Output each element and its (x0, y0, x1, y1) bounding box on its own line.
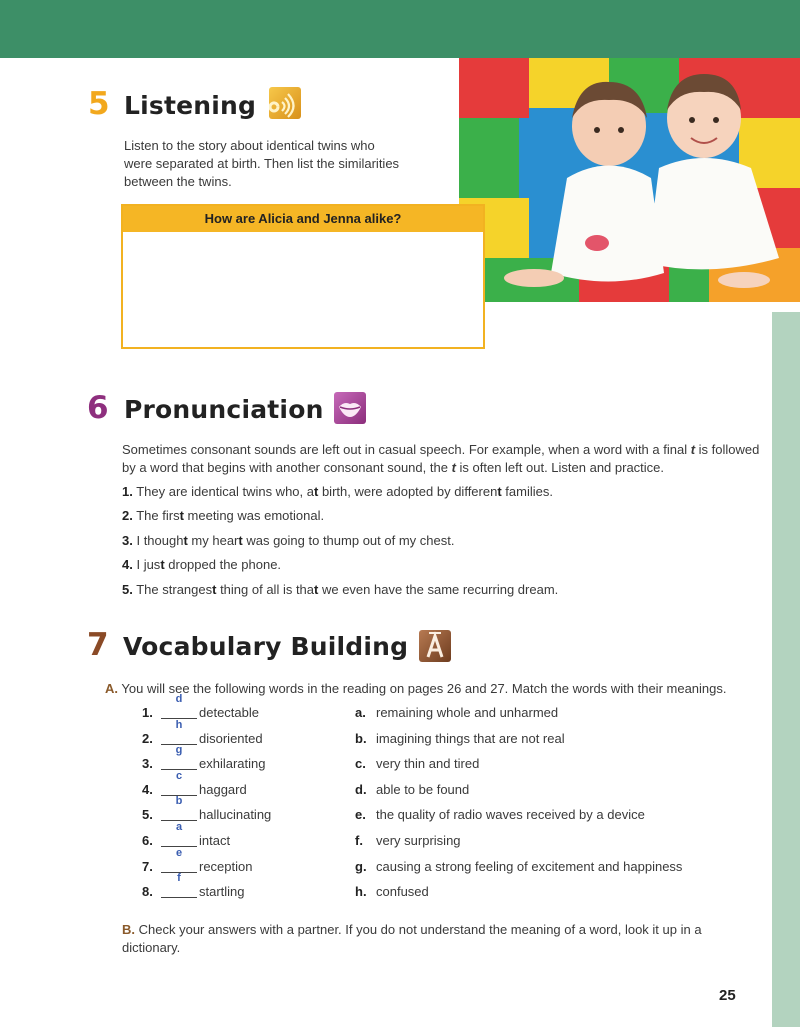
answer-letter: g (175, 744, 183, 757)
vocab-number: 2. (142, 730, 153, 746)
vocab-number: 1. (142, 705, 153, 720)
definition-text: imagining things that are not real (376, 730, 565, 746)
definition-text: very surprising (376, 833, 461, 848)
vocabulary-icon[interactable] (419, 630, 451, 662)
vocab-number: 7. (142, 858, 153, 874)
section-6-number: 6 (87, 390, 109, 426)
vocab-row (142, 795, 702, 827)
answer-letter: d (175, 693, 183, 705)
answer-blank[interactable] (161, 897, 197, 898)
answer-letter: a (175, 821, 183, 833)
vocab-word: reception (199, 858, 253, 874)
definition-letter: c. (355, 756, 366, 772)
vocab-word: startling (199, 884, 245, 900)
vocab-word: exhilarating (199, 756, 266, 772)
answer-letter: e (175, 846, 183, 859)
vocab-number: 5. (142, 807, 153, 823)
definition-letter: g. (355, 858, 367, 874)
section-5-number: 5 (88, 86, 110, 122)
pronunciation-item: 4. I just dropped the phone. (122, 557, 282, 572)
vocab-part-b-instructions: B. Check your answers with a partner. If you do not understand the meaning of a word, look it up in a dictionary. (122, 922, 702, 955)
vocab-number: 8. (142, 884, 153, 900)
vocab-word: intact (199, 833, 231, 848)
vocab-word: hallucinating (199, 807, 272, 823)
answer-letter: f (177, 872, 181, 885)
pronunciation-item: 5. The strangest thing of all is that we even have the same recurring dream. (122, 582, 559, 597)
vocab-word: detectable (199, 705, 259, 720)
vocab-part-a-instructions: A. You will see the following words in the reading on pages 26 and 27. Match the words with their meanings. (105, 681, 727, 696)
vocab-number: 6. (142, 833, 153, 848)
definition-text: very thin and tired (376, 756, 480, 772)
audio-icon[interactable] (269, 87, 301, 119)
vocab-word: disoriented (199, 730, 263, 746)
vocab-row (142, 821, 702, 853)
pronunciation-item: 3. I thought my heart was going to thump out of my chest. (122, 533, 455, 548)
pronunciation-item: 2. The first meeting was emotional. (122, 508, 325, 523)
answer-letter: c (175, 769, 183, 782)
vocab-row (142, 769, 702, 802)
answer-letter: b (175, 795, 183, 808)
definition-text: the quality of radio waves received by a device (376, 807, 645, 823)
pronunciation-intro: Sometimes consonant sounds are left out in casual speech. For example, when a word with a final t is followed by a word that begins with another consonant sound, the t is often left out. Listen and practice. (122, 442, 760, 475)
definition-letter: f. (355, 833, 363, 848)
top-banner (0, 0, 800, 58)
answer-box-heading: How are Alicia and Jenna alike? (123, 206, 483, 232)
vocab-row (142, 846, 702, 879)
definition-letter: a. (355, 705, 366, 720)
pronunciation-item: 1. They are identical twins who, at birth, were adopted by different families. (122, 484, 553, 499)
definition-text: confused (376, 884, 429, 900)
answer-letter: h (175, 718, 183, 731)
vocab-number: 4. (142, 781, 153, 797)
vocab-row (142, 693, 702, 725)
twins-photo (459, 58, 800, 302)
side-color-strip (772, 312, 800, 1027)
definition-letter: e. (355, 807, 366, 823)
answer-box[interactable] (121, 204, 485, 349)
section-5-title: Listening (124, 91, 257, 120)
vocab-word: haggard (199, 781, 247, 797)
definition-text: able to be found (376, 781, 470, 797)
page-number: 25 (719, 987, 736, 1004)
lips-icon[interactable] (334, 392, 366, 424)
definition-letter: b. (355, 730, 367, 746)
vocab-row (142, 744, 702, 776)
definition-text: remaining whole and unharmed (376, 705, 559, 720)
section-7-title: Vocabulary Building (123, 632, 409, 661)
vocab-row (142, 872, 702, 904)
section-6-title: Pronunciation (124, 395, 324, 424)
vocab-row (142, 718, 702, 751)
section-5-instructions: Listen to the story about identical twins who were separated at birth. Then list the similarities between the twins. (124, 138, 400, 189)
definition-text: causing a strong feeling of excitement and happiness (376, 858, 683, 874)
definition-letter: h. (355, 884, 367, 900)
section-7-number: 7 (87, 627, 109, 663)
vocab-number: 3. (142, 756, 153, 772)
definition-letter: d. (355, 781, 367, 797)
